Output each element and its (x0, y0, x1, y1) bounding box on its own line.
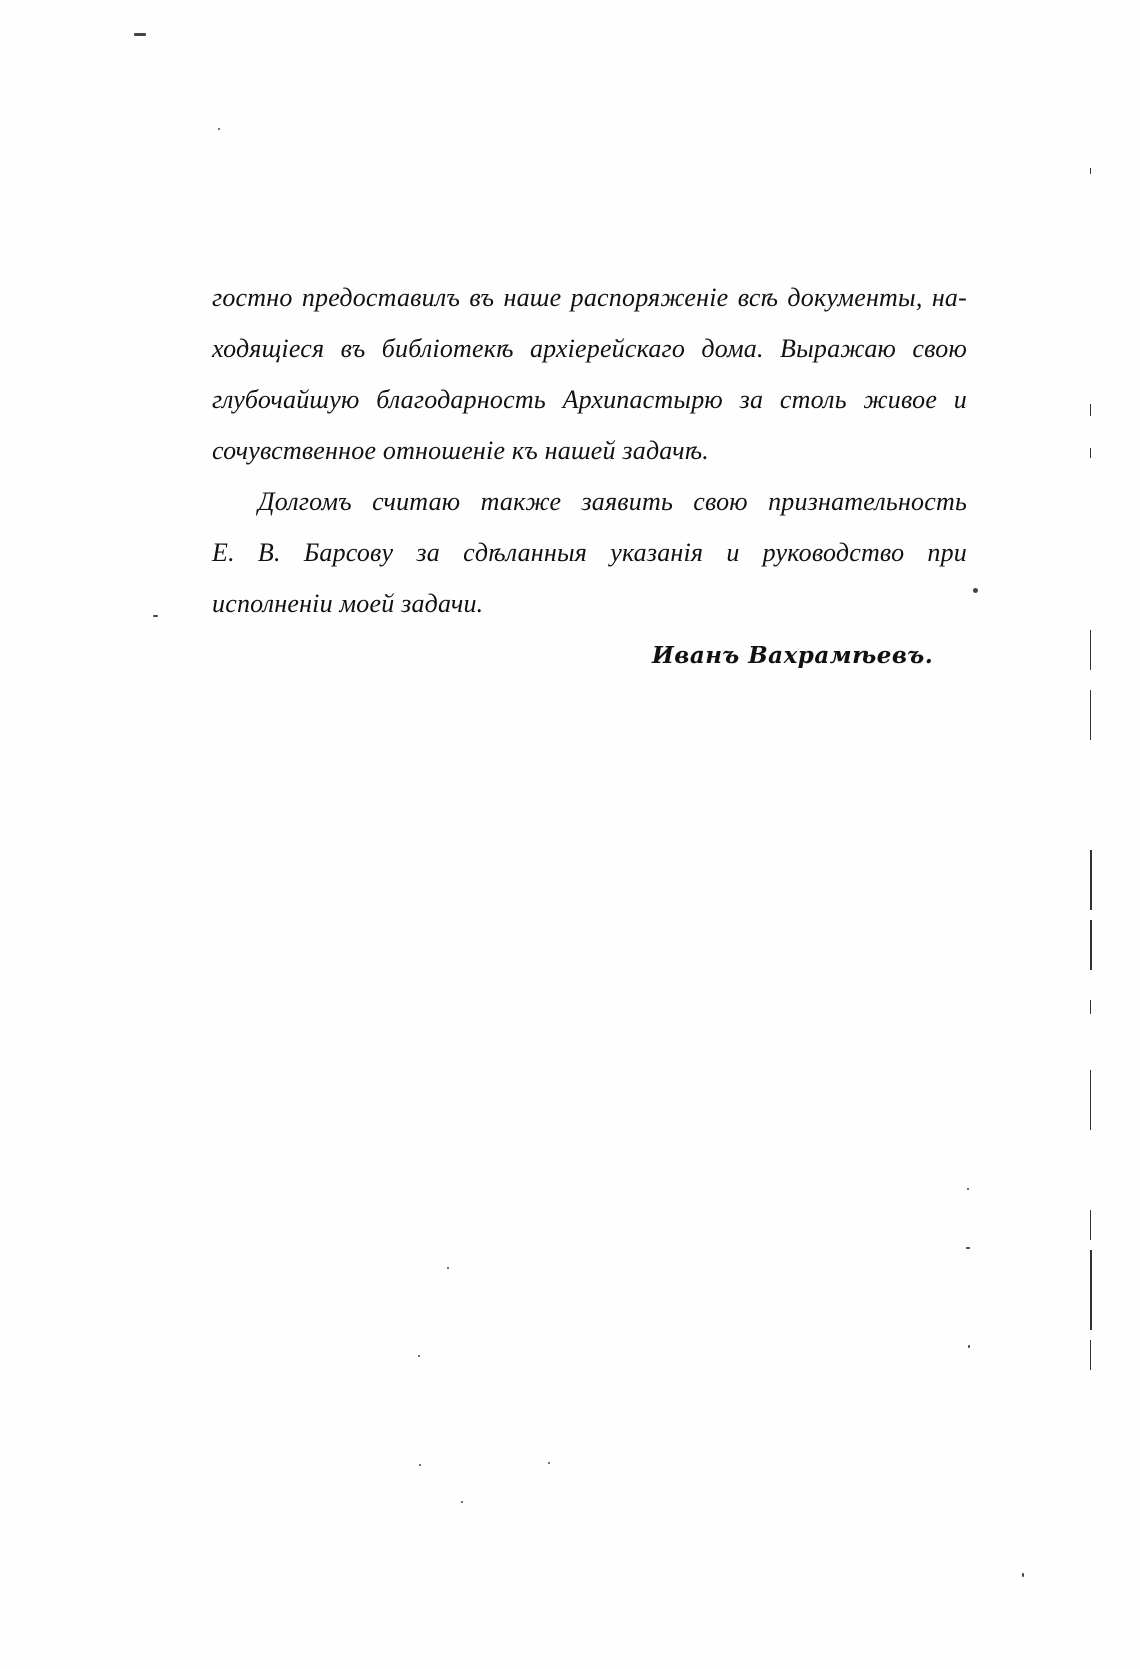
scan-edge-line (1090, 690, 1091, 740)
scan-edge-line (1090, 1000, 1091, 1014)
text-line: исполненіи моей задачи. (212, 589, 484, 618)
scan-edge-line (1090, 168, 1091, 174)
scan-speck (134, 33, 146, 36)
scan-edge-line (1090, 404, 1091, 416)
scan-speck (973, 588, 978, 593)
scan-edge-line (1090, 850, 1092, 910)
scan-edge-line (1090, 448, 1091, 458)
scan-edge-line (1090, 1340, 1091, 1370)
scan-speck (153, 615, 158, 617)
scan-speck (966, 1247, 970, 1249)
scan-speck (461, 1501, 463, 1503)
text-line: сочувственное отношеніе къ нашей задачѣ. (212, 436, 710, 465)
scan-edge-line (1090, 1210, 1091, 1240)
text-line: Долгомъ считаю также заявить свою признательность (258, 487, 967, 516)
scan-speck (447, 1267, 449, 1269)
scan-speck (419, 1464, 421, 1466)
text-line: ходящіеся въ библіотекѣ архіерейскаго дома. Выражаю свою (212, 334, 967, 363)
scan-speck (418, 1355, 420, 1357)
text-line: Е. В. Барсову за сдѣланныя указанія и руководство при (212, 538, 967, 567)
scan-edge-line (1090, 1070, 1091, 1130)
scan-speck (968, 1345, 970, 1348)
text-line: гостно предоставилъ въ наше распоряженіе всѣ документы, на- (212, 283, 967, 312)
scan-edge-line (1090, 630, 1091, 670)
scan-speck (218, 128, 220, 130)
scan-speck (548, 1462, 550, 1464)
scan-speck (1022, 1573, 1024, 1577)
scan-speck (967, 1188, 969, 1190)
scan-edge-line (1090, 1250, 1092, 1330)
text-line: глубочайшую благодарность Архипастырю за столь живое и (212, 385, 967, 414)
author-signature: Иванъ Вахрамѣевъ. (652, 642, 934, 669)
body-text (212, 272, 967, 629)
scan-edge-line (1090, 920, 1092, 970)
